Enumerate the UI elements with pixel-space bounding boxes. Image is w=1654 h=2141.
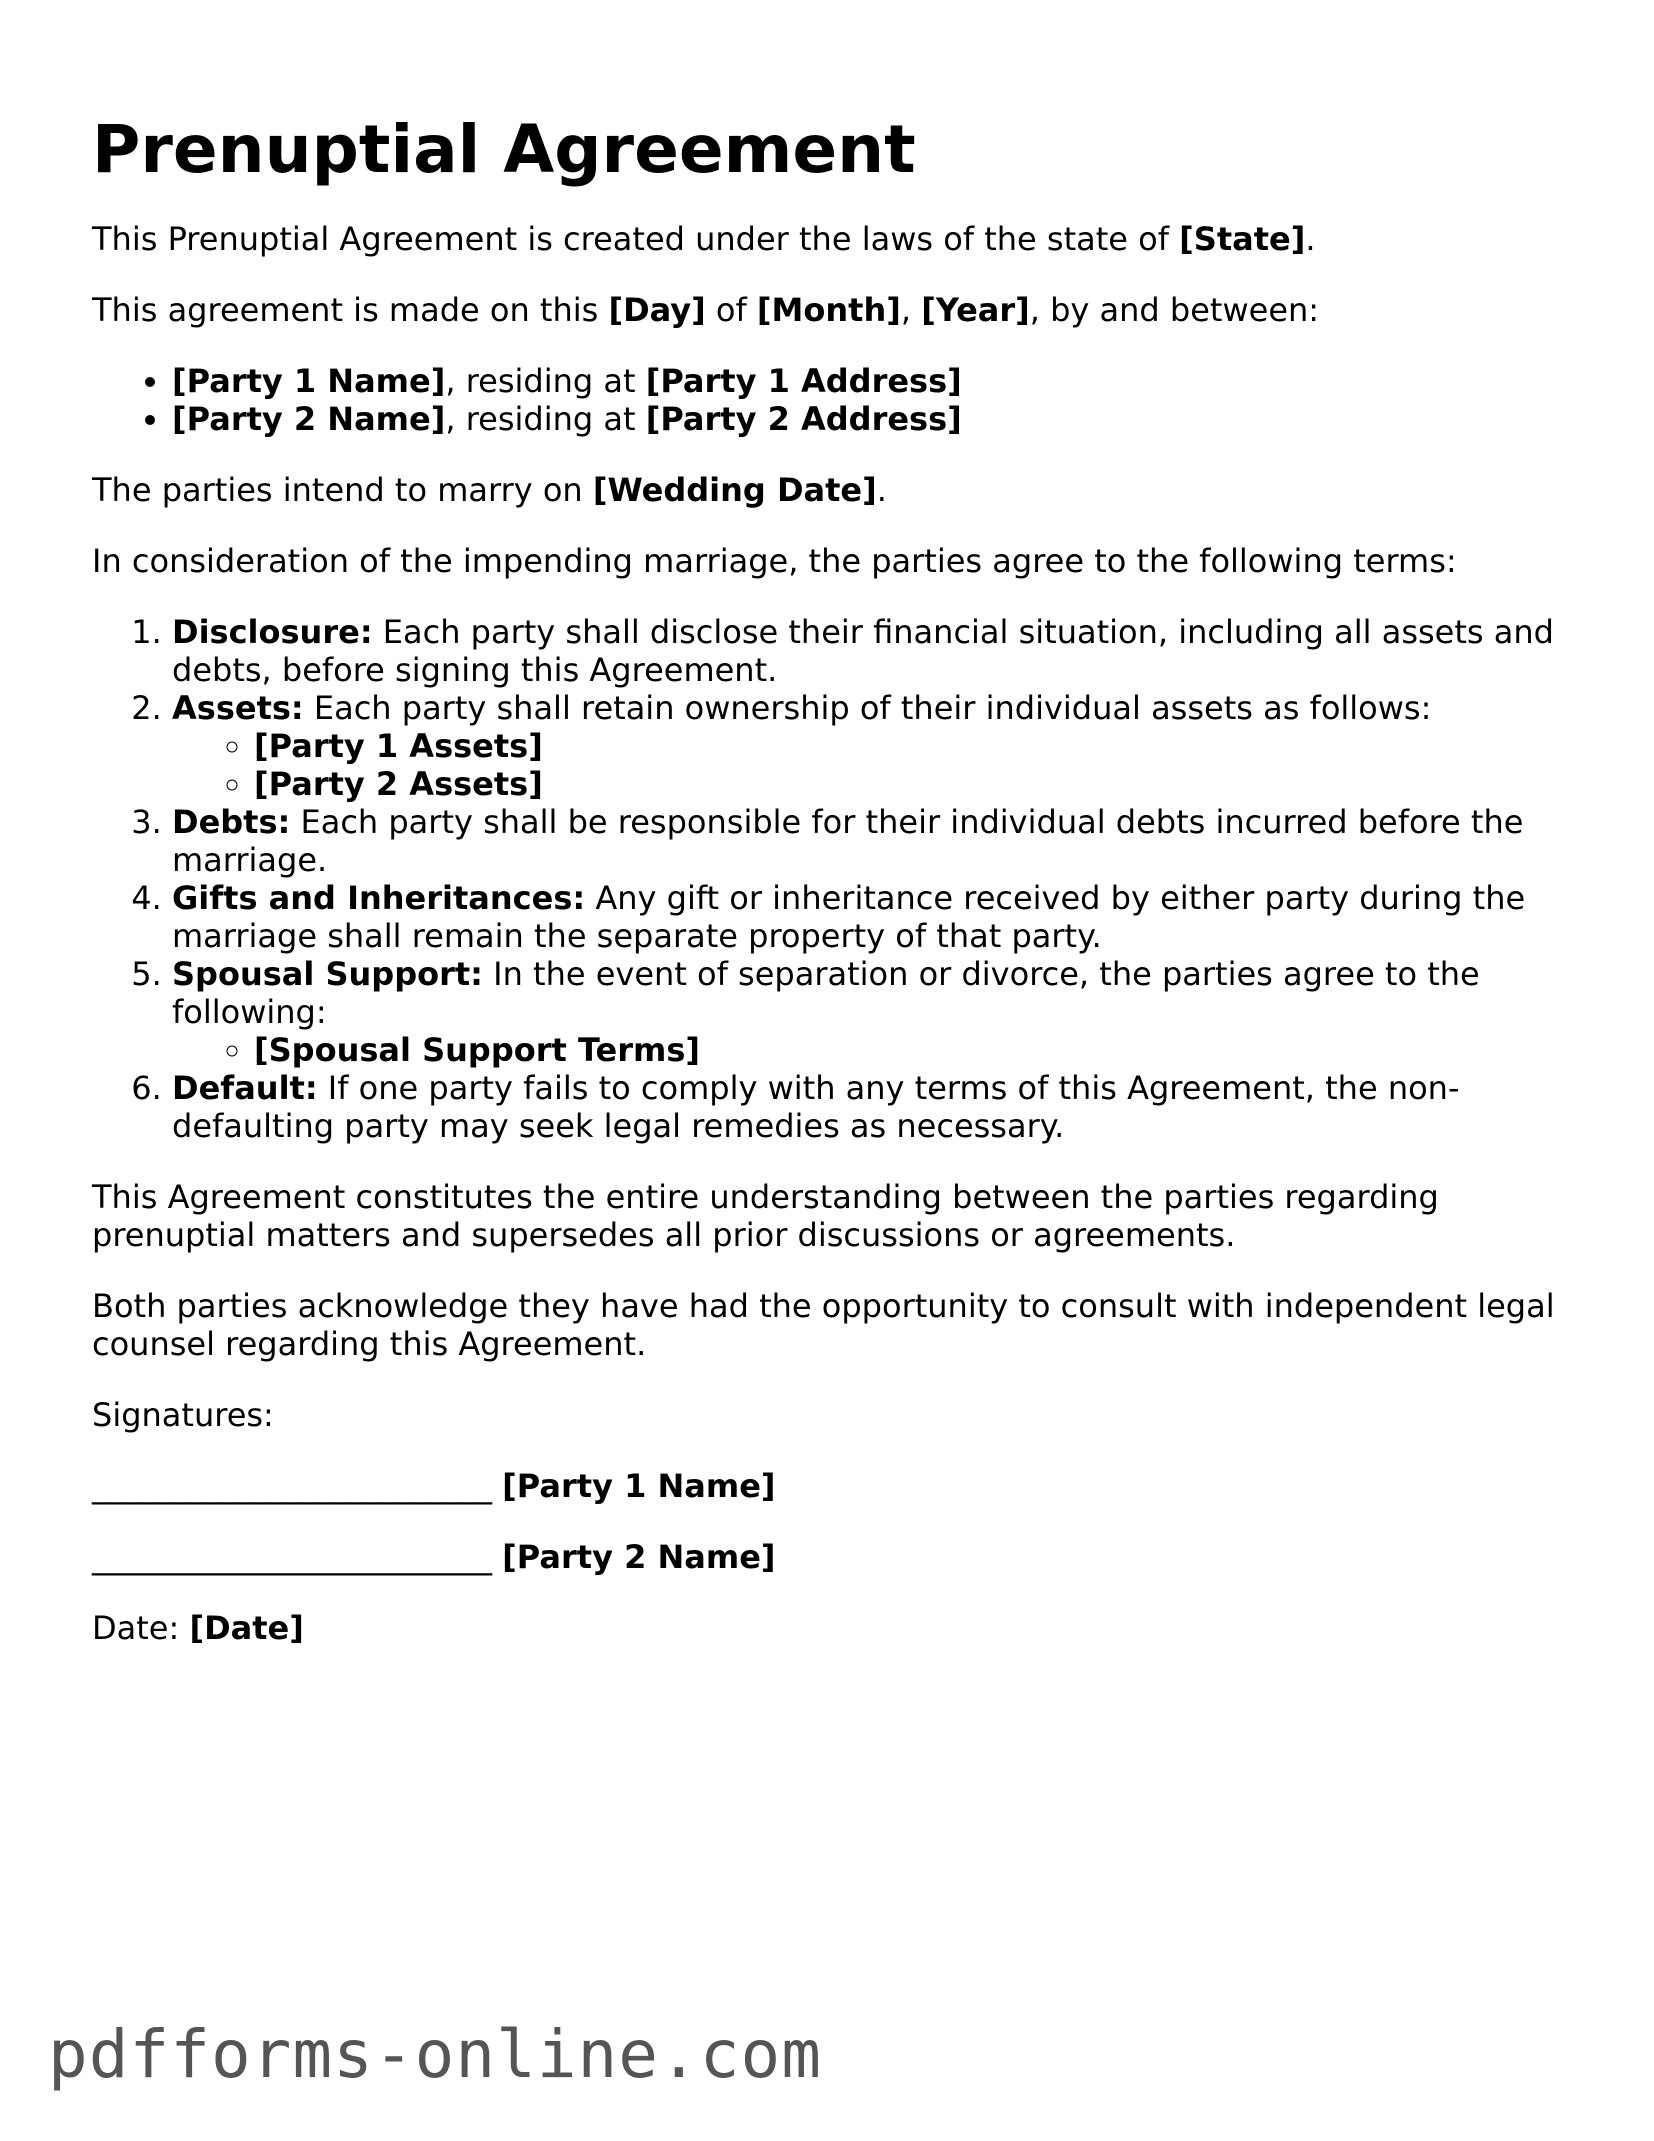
- intro-period: .: [1305, 220, 1316, 258]
- made-on-tail: , by and between:: [1029, 291, 1320, 329]
- term-item: [172, 1069, 1572, 1145]
- party-name: [Party 2 Name]: [172, 400, 446, 438]
- wedding-paragraph: [92, 471, 1572, 509]
- party-address: [Party 1 Address]: [645, 362, 962, 400]
- signature-name: [Party 1 Name]: [502, 1467, 776, 1505]
- made-on-comma: ,: [900, 291, 922, 329]
- term-label: Gifts and Inheritances:: [172, 879, 586, 917]
- signature-blank: _________________________: [92, 1467, 492, 1505]
- month-placeholder: [Month]: [756, 291, 901, 329]
- term-item: [172, 613, 1572, 689]
- term-text: Any gift or inheritance received by either party during the marriage shall remain the separate property of that party.: [172, 879, 1526, 955]
- term-text: In the event of separation or divorce, the parties agree to the following:: [172, 955, 1480, 1031]
- made-on-text: This agreement is made on this: [92, 291, 609, 329]
- signature-line: [92, 1467, 1572, 1505]
- intro-paragraph: [92, 220, 1572, 258]
- term-item: [172, 879, 1572, 955]
- term-label: Assets:: [172, 689, 304, 727]
- party-item: [172, 362, 1572, 400]
- state-placeholder: [State]: [1179, 220, 1306, 258]
- counsel-paragraph: Both parties acknowledge they have had the opportunity to consult with independent legal counsel regarding this Agreement.: [92, 1287, 1555, 1363]
- term-text: Each party shall disclose their financial situation, including all assets and debts, before signing this Agreement.: [172, 613, 1554, 689]
- term-item: [172, 803, 1572, 879]
- parties-list: [92, 362, 1572, 438]
- party-residing: , residing at: [445, 362, 646, 400]
- term-item: [172, 689, 1572, 803]
- terms-list: [92, 613, 1572, 1145]
- party-2-assets-placeholder: [Party 2 Assets]: [254, 765, 543, 803]
- made-on-paragraph: [92, 291, 1572, 329]
- party-1-assets-placeholder: [Party 1 Assets]: [254, 727, 543, 765]
- date-line: [92, 1609, 1572, 1647]
- day-placeholder: [Day]: [608, 291, 706, 329]
- support-sublist: [172, 1031, 1572, 1069]
- party-item: [172, 400, 1572, 438]
- sub-item: [254, 727, 1572, 765]
- page-title: Prenuptial Agreement: [92, 111, 916, 188]
- year-placeholder: [Year]: [921, 291, 1030, 329]
- date-label: Date:: [92, 1609, 190, 1647]
- party-name: [Party 1 Name]: [172, 362, 446, 400]
- signature-name: [Party 2 Name]: [502, 1538, 776, 1576]
- made-on-of: of: [705, 291, 757, 329]
- sub-item: [254, 765, 1572, 803]
- term-text: Each party shall retain ownership of their individual assets as follows:: [303, 689, 1432, 727]
- signature-line: [92, 1538, 1572, 1576]
- term-label: Debts:: [172, 803, 291, 841]
- term-label: Spousal Support:: [172, 955, 483, 993]
- wedding-text: The parties intend to marry on: [92, 471, 593, 509]
- consideration-paragraph: In consideration of the impending marriage, the parties agree to the following terms:: [92, 542, 1457, 580]
- term-label: Disclosure:: [172, 613, 373, 651]
- wedding-period: .: [876, 471, 887, 509]
- term-text: If one party fails to comply with any terms of this Agreement, the non-defaulting party may seek legal remedies as necessary.: [172, 1069, 1460, 1145]
- term-item: [172, 955, 1572, 1069]
- sub-item: [254, 1031, 1572, 1069]
- watermark: pdfforms-online.com: [48, 2016, 822, 2093]
- date-placeholder: [Date]: [189, 1609, 304, 1647]
- wedding-date-placeholder: [Wedding Date]: [592, 471, 877, 509]
- document-page: [92, 110, 1572, 1680]
- party-residing: , residing at: [445, 400, 646, 438]
- assets-sublist: [172, 727, 1572, 803]
- spousal-support-placeholder: [Spousal Support Terms]: [254, 1031, 701, 1069]
- party-address: [Party 2 Address]: [645, 400, 962, 438]
- signature-blank: _________________________: [92, 1538, 492, 1576]
- signatures-label: Signatures:: [92, 1396, 274, 1434]
- term-text: Each party shall be responsible for their individual debts incurred before the marriage.: [172, 803, 1524, 879]
- intro-text: This Prenuptial Agreement is created under the laws of the state of: [92, 220, 1180, 258]
- term-label: Default:: [172, 1069, 318, 1107]
- entire-agreement-paragraph: This Agreement constitutes the entire understanding between the parties regarding prenuptial matters and supersedes all prior discussions or agreements.: [92, 1178, 1439, 1254]
